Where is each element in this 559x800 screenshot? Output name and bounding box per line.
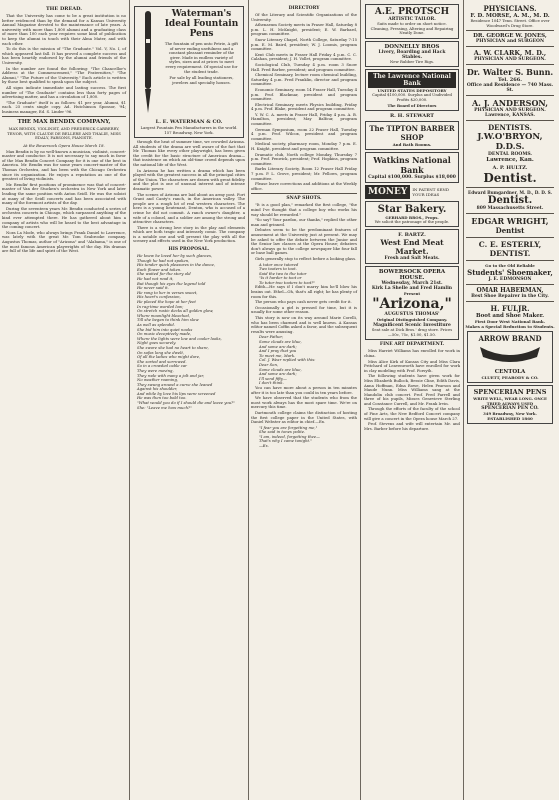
column-4	[362, 0, 462, 800]
donnelly-ad: DONNELLY BROS Livery, Boarding and Hack Stables. New Rubber Tire Rigs.	[365, 41, 459, 68]
spencerian-ad: SPENCERIAN PENS WRITE WELL, WEAR LONG. ONCE TRIED ALWAYS USED SPENCERIAN PEN CO. 349 Broadway, New York. ESTABLISHED 1860	[467, 385, 553, 424]
graduate-heading: THE DREAD.	[45, 6, 83, 12]
dentists-heading: DENTISTS.	[488, 123, 532, 133]
snapshots-article: "It is a good plan," remarked the first college, "the mind I've thought that a college boy who works his way should be rewarded." "So say? Your pardon, our thanks," replied the other man and grinned. Debates seem to be the predominant features of amusement at the University just at present. We may be asked to offer the debate between the Junior and the Senior law classes at the Opera House; debaters don't always go to the college newspaper like four fall or base ball games. Girls generally stop to reflect before a looking glass.	[251, 202, 357, 261]
fountain-pen-icon	[137, 9, 159, 117]
lawrence-bank-ad: The Lawrence National Bank UNITED STATES DEPOSITORY Capital $100,000. Surplus and Undivided Profits $20,000. The Board of Directors	[365, 69, 459, 110]
waterman-title: Waterman's Ideal Fountain Pens	[164, 9, 239, 39]
snapshots-heading: SNAP SHOTS.	[286, 196, 322, 202]
directory-list: Of the Literary and Scientific Organizations of the University. Athenaeum Society meets in Fraser Hall, Saturday 8 p.m. L. H. McKnight, president; E. W. Barbard, program committee. Snow Literary Chapel, North College, Saturday 7:15 p.m. E. M. Baird, president; W. J. Loomis, program committee. Kent Club meets in Fraser Hall Friday 4 p.m. C. C. Calahan, president; J. H. Vollet, program committee. Sociological Club, Tuesday 4 p.m. room 3 Snow Hall. Fred Barber, president; and program committee. Chemical Seminary, lecture room chemical building, Saturday 4 p.m. Fred Franklin, director and program committee. Economic Seminary, room 14 Fraser Hall, Tuesday 4 p.m. Prof. Blackmar, president and program committee. Electrical Seminary, meets Physics building, Friday 4 p.m. Prof. Blake, president and program committee. Y. W. C. A. meets in Fraser Hall, Friday 4 p.m. A. B. Hamilton, president; May Balfour, program committee. German Symposium, room 22 Fraser Hall, Tuesday 4 p.m. Prof. Wilcox, president and program committee. Medical society, pharmacy room, Monday 7 p.m. E. H. Knight, president and program committee. Dramatic club, North college Monday, Thursday 7 p.m. Prof. Fenwick, president; Prof. Hopkins, program committee. Barbs Literary Society, Room 12 Fraser Hall Friday 7 p.m. P. L. Grove, president; Mr. Fellows, program committee. Please leave corrections and additions at the Weekly office.	[251, 12, 357, 191]
graduate-article: That the University has come to be a great institution is no better evidenced than by the demand for a Kansas University Annual Magazine devoted to the maintenance of late years. A university with more than 1,800 alumni and a graduating class of more than 100 each year requires some kind of publication to keep the alumni in touch with their Alma Mater, and with each other. To do this is the mission of "The Graduate." Vol. V, No. I, of which appeared last fall. It has proved a complete success and has been heartily endorsed by the alumni and friends of the University. In the number are found the following: "The Chancellor's Address at the Commencement," "The Fraternities," "The Alumni," "The Future of the University." Each article is written by those best qualified to speak upon the subject. All signs indicate immediate and lasting success. The first number of "The Graduate" contains less than forty pages of advertising matter, and has a circulation of 1,800. "The Graduate" itself is as follows: $1 per year, Alumni, $1 each. 25 cents single copy. Ad. Hutchinson Sponsor, '94; business manager, Ed. S. Linder '96.	[2, 13, 126, 114]
protsch-ad: A.E. PROTSCH ARTISTIC TAILOR. Suits made to order on short notice. Cleaning, Pressing, Altering and Repairing Neatly Done.	[365, 4, 459, 39]
fine-art-heading: FINE ART DEPARTMENT.	[379, 342, 445, 348]
watkins-ad: Watkins National Bank Capital $100,000. Surplus $18,000	[365, 152, 459, 183]
proposal-heading: HIS PROPOSAL.	[168, 247, 210, 253]
fine-art-article: Miss Harriet Williams has enrolled for work in china. Miss Alice Kirk of Kansas City and Miss Clara Pritchard of Leavenworth have enrolled for work in clay modeling with Prof. Forsyth. The following students have given work for Miss Elizabeth Bullock, Bessie Cline, Edith Davis, Anna Hoffman, Edna Rowe, Helen Pearson and Maude Nunn. Miss Williams sang at the Mandolin club concert. Prof. Fred Farrell and three of his pupils, Misses Genevieve Sterling and Constance Currell, and Mr. Frank Irvin. Through the efforts of the faculty of the school of Fine Arts, the New Bedford Concert company will give a concert in the Opera house March 27. Prof. Stevens and wife will entertain Mr. and Mrs. Barber before his departure.	[364, 348, 460, 431]
column-1	[0, 0, 128, 800]
money-ad: MONEY IN PATENT SEND YOUR IDEAS	[365, 185, 459, 199]
tipton-ad: The TIPTON BARBER SHOP And Bath Rooms.	[365, 121, 459, 150]
arrow-collar-ad: ARROW BRAND CENTOLA CLUETT, PEABODY & CO.	[467, 331, 553, 383]
opera-house-ad: BOWERSOCK OPERA HOUSE. Wednesday, March 21st. Kirk La Shelle and Fred Hamlin Present "Arizona," AUGUSTUS THOMAS' Original Distinguished Company. Magnificent Scenic Investiture Seat sale at Dick Bros.' drug store. Prices—50c, 75c, $1.00, $1.50.	[365, 266, 459, 340]
bendix-date: At the Bowersock Opera House March 18.	[23, 142, 105, 148]
waterman-company: L. E. WATERMAN & CO.	[155, 119, 223, 125]
proposal-poem: He knew he loved her by such glances, Though he had not spoken, His tender quick pleasures in the dance, Each flower and token. She waited for the story old He had not read it, But though his eyes the legend told He never said it. He rang to her in verses sweet, His heart's confession, He placed the hope at her feet In rag-time worded low; On stretch rustic decks all golden glow, Where moonlight bleached, Till she began to think him slow As well as splendid. She bid him into quiet nooks On music deceptively made, Where the lights were low and cooler looks, Night goes securely. She swore she had no heart to share, On sofas long she dwelt, Of all the ladies who might dare, She sorted and sorrowed. So in a crowded cable car They were moving, They rode with many a jolt and jar, No weather roaming, They swung around a curve she leaned Against his shoulder, And while by love his lips were screened He was then too bold too. "What would you do if I should die and leave you?" She: "Leave me how much?"	[137, 253, 235, 410]
star-bakery-ad: Star Bakery. GERHARD BROS., Props. We solicit the patronage of the people.	[365, 201, 459, 228]
collar-icon	[475, 343, 545, 365]
bendix-subheading: MAX BENDIX, VIOLINIST, AND FREDERICK CARBERRY, TENOR, WITH CLAUDE DE BELLERE AND THALIE, MISS EDALY, PARSONS, PIANISTE.	[7, 126, 121, 141]
waterman-ad: Waterman's Ideal Fountain Pens The fountain of pen unto Petrie, A gift of never ending usefulness and a constant pleasant reminder of the giver. Made in endless variety of styles, sizes and at prices to meet every requirement. Of special use for the student trade. For sale by all leading stationers, jewelers and specialty houses. L. E. WATERMAN & CO. Largest Fountain Pen Manufacturers in the world. 157 Broadway, New York.	[134, 6, 244, 138]
arizona-title: "Arizona,"	[372, 296, 452, 313]
column-5: PHYSICIANS. F. D. MORSE, A. M., M. D. Residence 1047 Tenn. Street. Office over Woodward's Drug Store. DR. GEORGE W. JONES, PHYSICIAN and SURGEON A. W. CLARK, M. D., PHYSICIAN AND SURGEON. Dr. Walter S. Bunn. Tel. 266. Office and Residence — 740 Mass. St. A. J. ANDERSON, PHYSICIAN AND SURGEON. Lawrence, KANSAS. DENTISTS. J.W.O'BRYON, D.D.S. DENTAL ROOMS. Lawrence, Kan. A. P. HULTZ. Dentist. Edward Bumgardner, M. D., D. D. S. Dentist. 809 Massachusetts Street. EDGAR WRIGHT, Dentist C. E. ESTERLY, DENTIST. Go to the Old Reliable Students' Shoemaker, J. E. EDMONSON OMAR HABERMAN, Best Shoe Repairer in the City. H. FULJR. Boot and Shoe Maker. First Door West National Bank. Makes a Special Reduction to Students. ARROW BRAND CENTOLA CLUETT, PEABODY & CO. SPENCERIAN PENS WRITE WELL, WEAR LONG. ONCE TRIED ALWAYS USED SPENCERIAN PEN CO. 349 Broadway, New York. ESTABLISHED 1860	[464, 0, 556, 800]
directory-heading: DIRECTORY	[288, 6, 320, 11]
bendix-article: Max Bendix is by no well-known a musician, violinist, concert-master and conductor. It is not necessary to say much in favor of the Max Bendix Concert Company for it is one of the best in America. Mr. Bendix was for some years concert-master of the Thomas Orchestra, and has been with the Chicago Orchestra since its organization. He enjoys a reputation as one of the greatest of living violinists. Mr. Bendix' first positions of prominence was that of concert-master of Van der Stucken's orchestra in New York and later leading the same position with Anton Seidl. He was the soloist at many of the Seidl concerts and has been associated with many of the foremost artists of the day. During the seventeen years Mr. Bendix conducted a series of orchestra concerts in Chicago, which surpassed anything of the kind ever attempted there. He has gathered about him a company of artists who will be heard to the best advantage in the coming concert. Nora La Mode, who always brings Frank Daniel to Lawrence, was lately with the great Mr. Tom Seabrooke company. Augustus Thomas, author of "Arizona" and "Alabama," is one of the most famous American playwrights of the day. His dramas are full of the life and spirit of the West.	[2, 148, 126, 254]
meat-market-ad: F. BARTZ. West End Meat Market. Fresh and Salt Meats.	[365, 229, 459, 264]
column-3: DIRECTORY Of the Literary and Scientific Organizations of the University. Athenaeum Society meets in Fraser Hall, Saturday 8 p.m. L. H. McKnight, president; E. W. Barbard, program committee. Snow Literary Chapel, North College, Saturday 7:15 p.m. E. M. Baird, president; W. J. Loomis, program committee. Kent Club meets in Fraser Hall Friday 4 p.m. C. C. Calahan, president; J. H. Vollet, program committee. Sociological Club, Tuesday 4 p.m. room 3 Snow Hall. Fred Barber, president; and program committee. Chemical Seminary, lecture room chemical building, Saturday 4 p.m. Fred Franklin, director and program committee. Economic Seminary, room 14 Fraser Hall, Tuesday 4 p.m. Prof. Blackmar, president and program committee. Electrical Seminary, meets Physics building, Friday 4 p.m. Prof. Blake, president and program committee. Y. W. C. A. meets in Fraser Hall, Friday 4 p.m. A. B. Hamilton, president; May Balfour, program committee. German Symposium, room 22 Fraser Hall, Tuesday 4 p.m. Prof. Wilcox, president and program committee. Medical society, pharmacy room, Monday 7 p.m. E. H. Knight, president and program committee. Dramatic club, North college Monday, Thursday 7 p.m. Prof. Fenwick, president; Prof. Hopkins, program committee. Barbs Literary Society, Room 12 Fraser Hall Friday 7 p.m. P. L. Grove, president; Mr. Fellows, program committee. Please leave corrections and additions at the Weekly office. SNAP SHOTS. "It is a good plan," remarked the first college, "the mind I've thought that a college boy who works his way should be rewarded." "So say? Your pardon, our thanks," replied the other man and grinned. Debates seem to be the predominant features of amusement at the University just at present. We may be asked to offer the debate between the Junior and the Senior law classes at the Opera House; debaters don't always go to the college newspaper like four fall or base ball games. Girls generally stop to reflect before a looking glass. A tutor once tutored Two tooters to toot. Said the two to the tutor "Is it harder to toot or To tutor two tooters to toot?" Edith—He says if I don't marry him he'll blow his brains out. Ethel—Oh, that's all right; he has plenty of room for this. The person who pays cash never gets credit for it. Occasionally a girl is pressed for time, but it is usually for some other reason. This story is now on its way around Marie Corelli, who has been charmed and is well known. A Kansas editor named Coffin asked a favor, and the subsequent results were amusing. Dear Father, Some clouds are blue, And some are dark; And I pray that you To meet me, Mark. Col. J. Wear replied with this: Dear Son, Some clouds are blue, And some are dark; I'll send fifty— I don't think. You can have more about a person in ten minutes after it is too late than you could in ten years before. We have observed that the students who from the most work always has the most spare time. We're on mercury this time. Dartmouth college claims the distinction of hosting the first college paper in the United States, with Daniel Webster as editor in chief.—Ex. "I fear you are forgetting me," She said in tones polite. "I am, indeed, forgetting thee— That's why I came tonight." —Ex.	[251, 6, 357, 449]
bendix-heading: THE MAX BENDIX COMPANY,	[17, 119, 111, 126]
physicians-heading: PHYSICIANS.	[483, 4, 537, 13]
column-2	[131, 0, 247, 800]
stewart-name: R. H. STEWART	[390, 112, 434, 119]
arizona-article: through the heat of summer time, we crowded Arizona. All students of the drama are well aware of the fact that Mr. Thomas like every other playwright, has been given the credit for the basic structure of American drama—that insistence on which an old-time crowd depends upon the national life of the West. In Arizona he has written a drama which has been played with the greatest success in all the principal cities of the Union. The characters are drawn with great fidelity and the plot is one of unusual interest and of intense dramatic power. The scenes of Arizona are laid about an army post. Fort Grant and Canty's ranch, in the American valley. The people are a rough lot of real western characters. The hero is a young lieutenant, Denton, who is accused of a crime he did not commit. A ranch owner's daughter, a wife of a colonel, and a soldier are among the strong and attractive characters. There is a strong love story in the play and elements which are both tragic and intensely comic. The company is a notable one and will present the play with all the scenery and effects used in the New York production.	[133, 139, 245, 244]
